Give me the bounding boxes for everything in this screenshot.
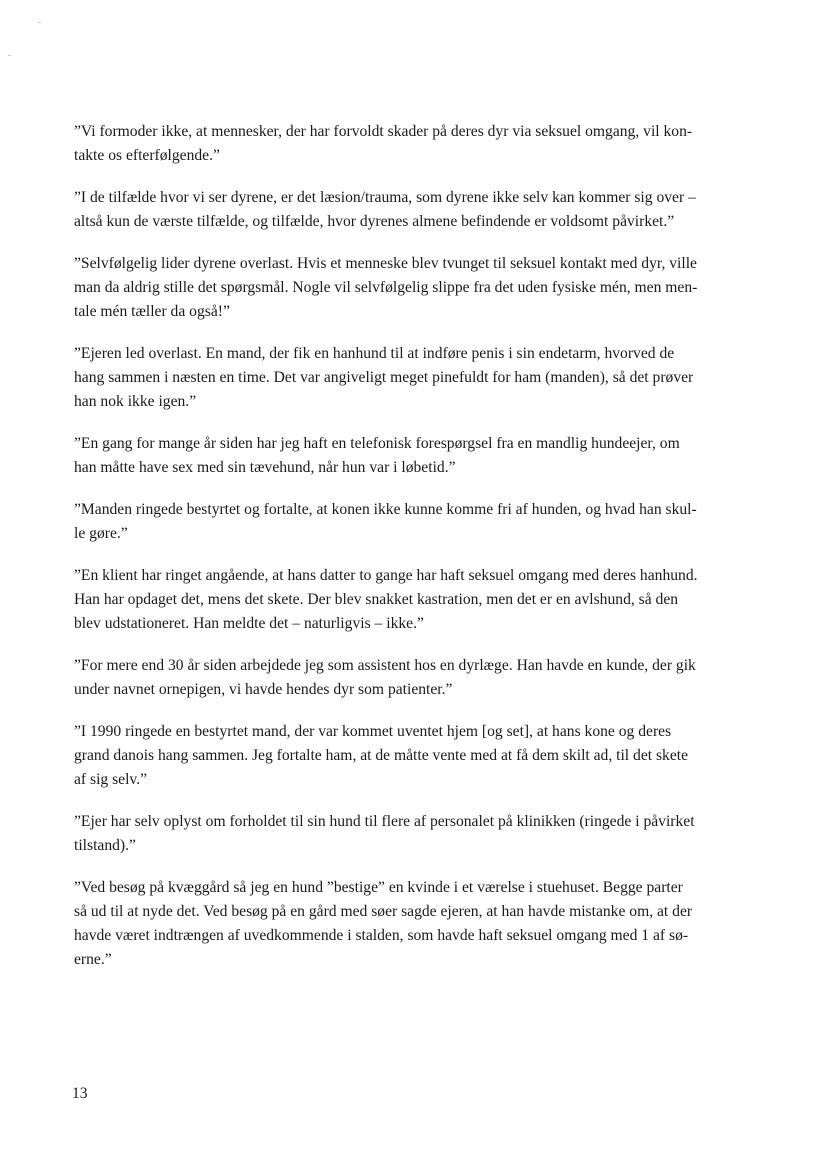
quote-paragraph: ”En klient har ringet angående, at hans datter to gange har haft seksuel omgang med deres hanhund. Han har opdaget det, mens det skete. Der blev snakket kastration, men det er en avlshund, så den blev udstationeret. Han meldte det – naturligvis – ikke.”: [74, 567, 698, 632]
quote-paragraph: ”Ejeren led overlast. En mand, der fik en hanhund til at indføre penis i sin endetarm, hvorved de hang sammen i næsten en time. Det var angiveligt meget pinefuldt for ham (manden), så det prøver han nok ikke igen.”: [74, 345, 694, 410]
quote-paragraph: ”Vi formoder ikke, at mennesker, der har forvoldt skader på deres dyr via seksuel omgang, vil kon- takte os efterfølgende.”: [74, 123, 693, 164]
page-number: 13: [72, 1085, 88, 1102]
quote-paragraph: ”I de tilfælde hvor vi ser dyrene, er det læsion/trauma, som dyrene ikke selv kan kommer sig over – altså kun de værste tilfælde, og tilfælde, hvor dyrenes almene befindende er voldsomt påvirket.”: [74, 189, 696, 230]
scan-speck: [8, 55, 11, 56]
quote-paragraph: ”Selvfølgelig lider dyrene overlast. Hvis et menneske blev tvunget til seksuel kontakt med dyr, ville man da aldrig stille det spørgsmål. Nogle vil selvfølgelig slippe fra det uden fysiske mén, men men- tale mén tæller da også!”: [74, 255, 698, 320]
body-text: [74, 120, 750, 990]
quote-paragraph: ”Ved besøg på kvæggård så jeg en hund ”bestige” en kvinde i et værelse i stuehuset. Begge parter så ud til at nyde det. Ved besøg på en gård med søer sagde ejeren, at han havde mistanke om, at der havde været indtrængen af uvedkommende i stalden, som havde haft seksuel omgang med 1 af sø- erne.”: [74, 879, 693, 968]
quote-paragraph: ”En gang for mange år siden har jeg haft en telefonisk forespørgsel fra en mandlig hundeejer, om han måtte have sex med sin tævehund, når hun var i løbetid.”: [74, 435, 680, 476]
quote-paragraph: ”Manden ringede bestyrtet og fortalte, at konen ikke kunne komme fri af hunden, og hvad han skul- le gøre.”: [74, 501, 697, 542]
quote-paragraph: ”I 1990 ringede en bestyrtet mand, der var kommet uventet hjem [og set], at hans kone og deres grand danois hang sammen. Jeg fortalte ham, at de måtte vente med at få dem skilt ad, til det skete af sig selv.”: [74, 723, 689, 788]
scan-speck: [38, 22, 41, 23]
quote-paragraph: ”For mere end 30 år siden arbejdede jeg som assistent hos en dyrlæge. Han havde en kunde, der gik under navnet ornepigen, vi havde hendes dyr som patienter.”: [74, 657, 696, 698]
quote-paragraph: ”Ejer har selv oplyst om forholdet til sin hund til flere af personalet på klinikken (ringede i påvirket tilstand).”: [74, 813, 695, 854]
